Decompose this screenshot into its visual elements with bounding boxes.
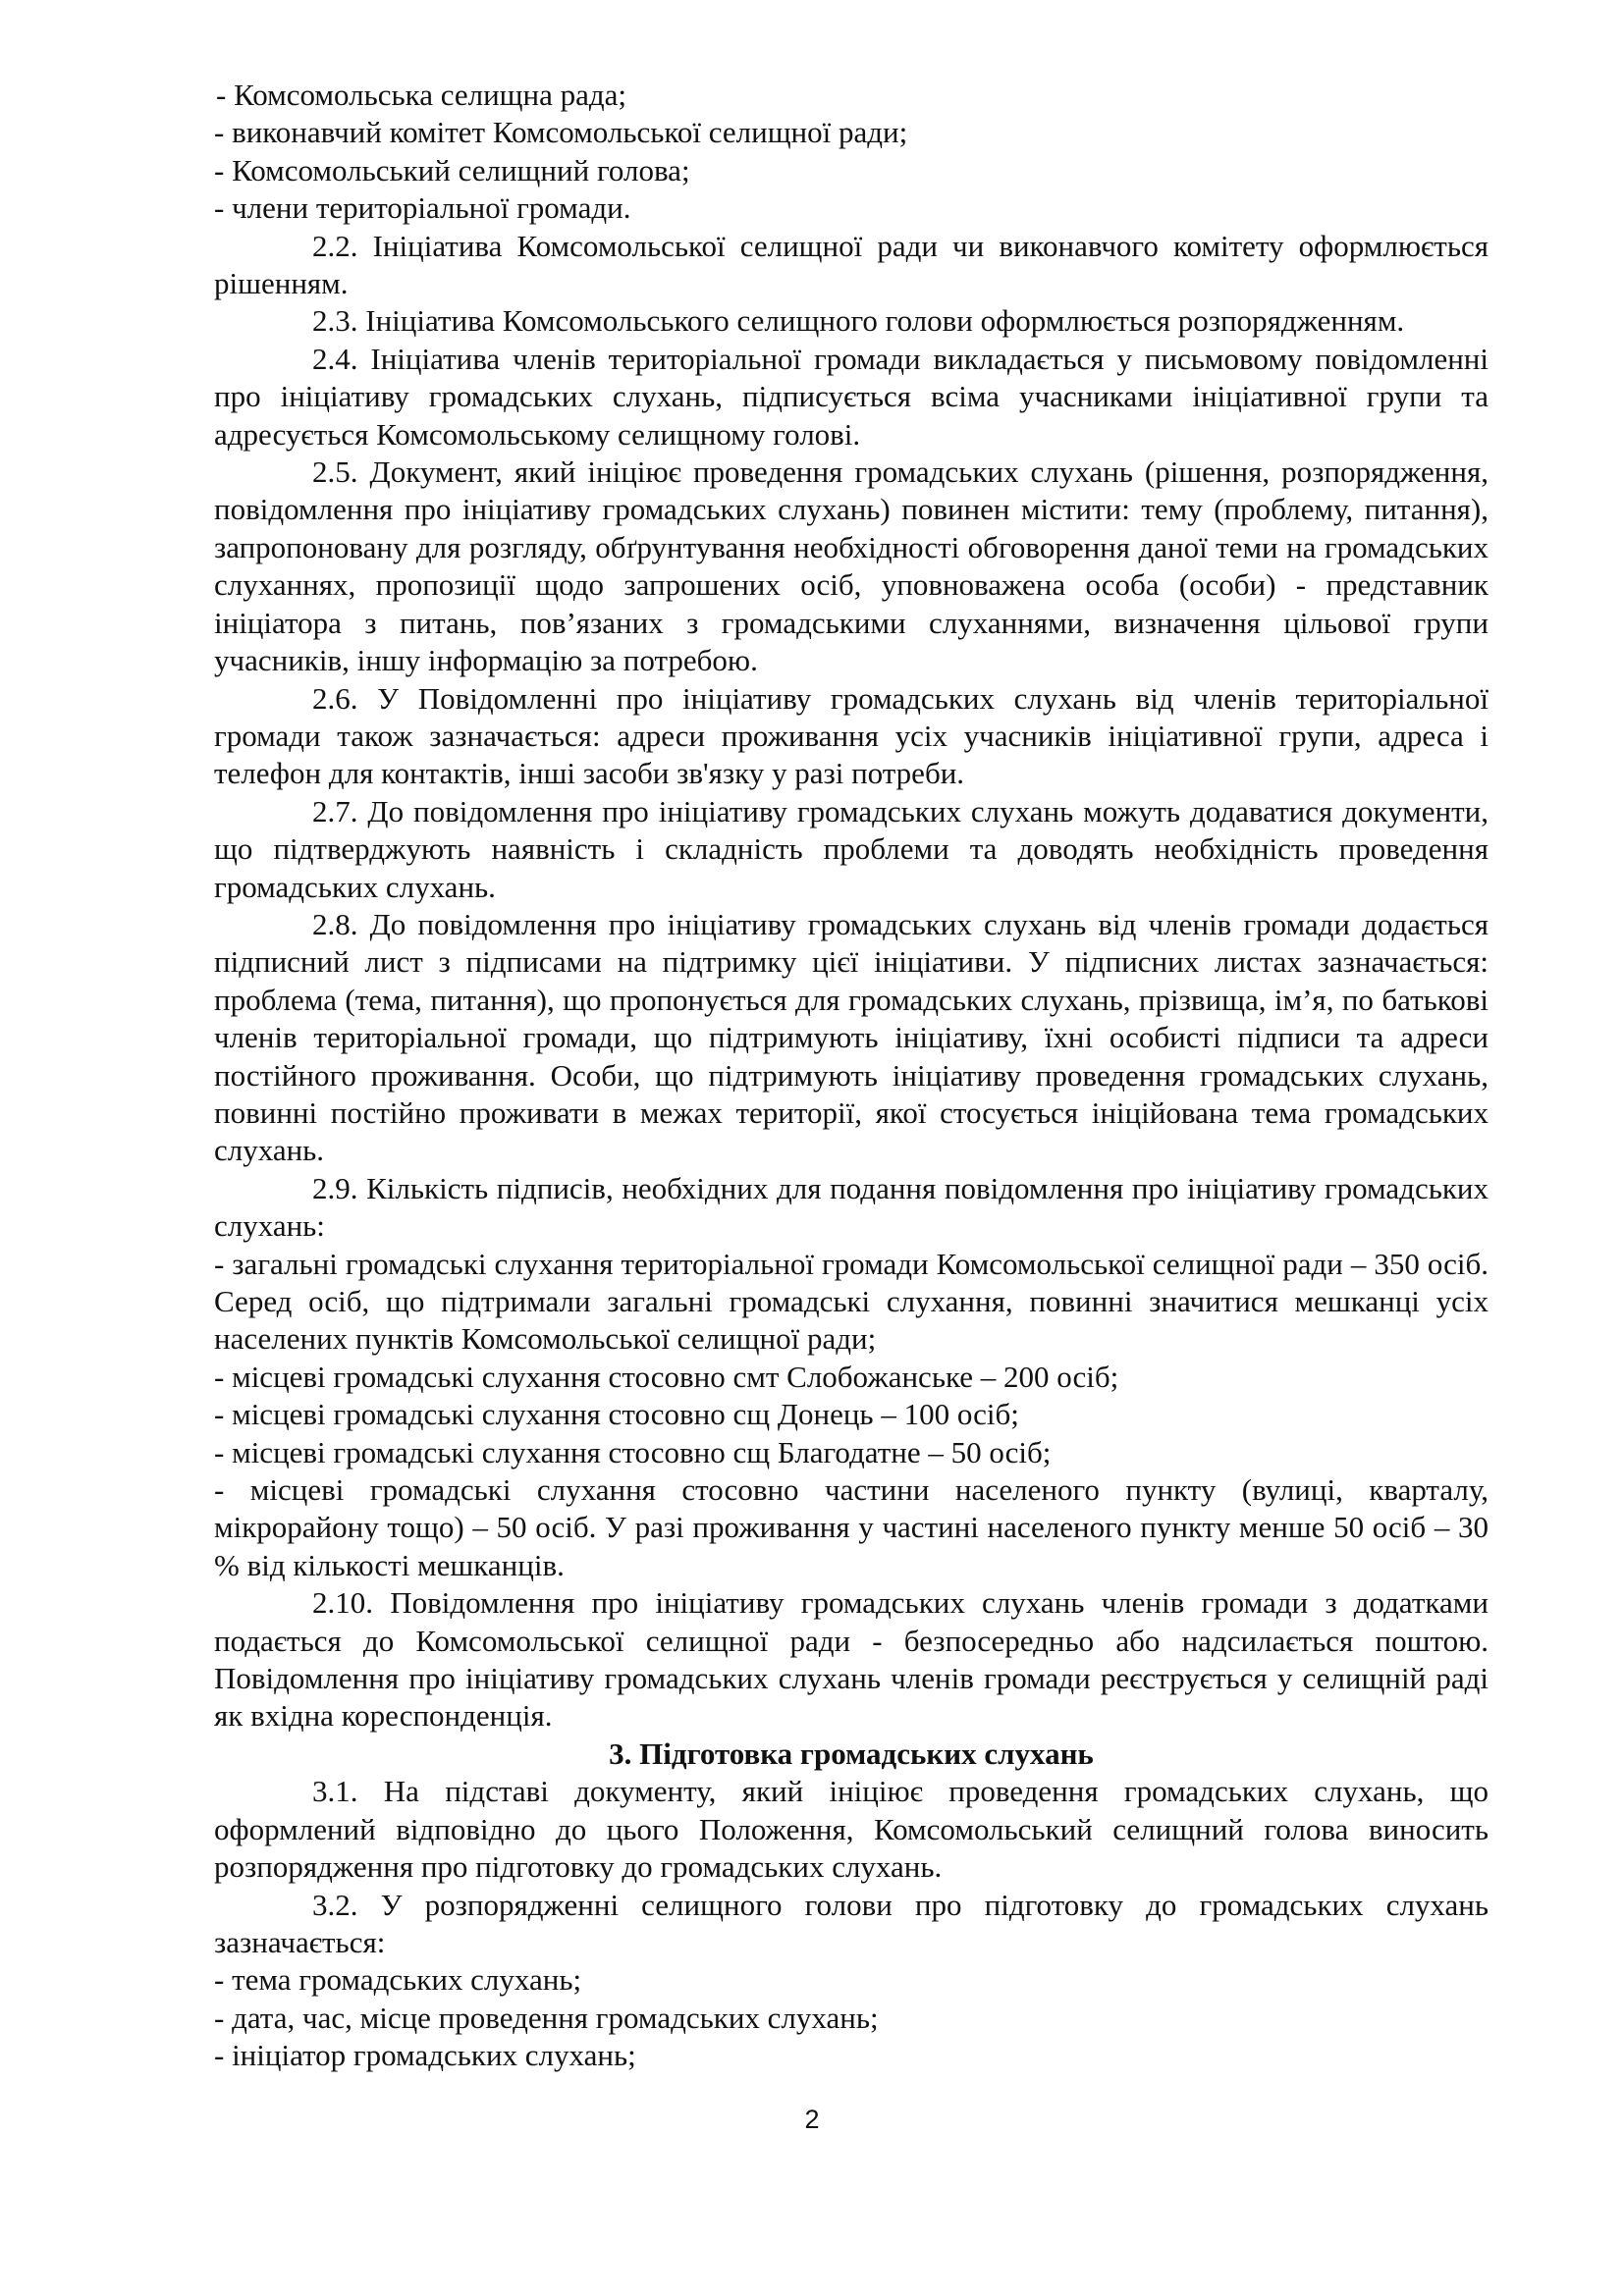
paragraph-2-2: 2.2. Ініціатива Комсомольської селищної ради чи виконавчого комітету оформлюється рішенням. xyxy=(214,228,1489,301)
list-item: - ініціатор громадських слухань; xyxy=(214,2038,636,2073)
list-item: - Комсомольський селищний голова; xyxy=(214,152,690,187)
paragraph-2-8: 2.8. До повідомлення про ініціативу громадських слухань від членів громади додається підписний лист з підписами на підтримку цієї ініціативи. У підписних листах зазначається: проблема (тема, питання), що пропонується для громадських слухань, прізвища, ім’я, по батькові членів територіальної громади, що підтримують ініціативу, їхні особисті підписи та адреси постійного проживання. Особи, що підтримують ініціативу проведення громадських слухань, повинні постійно проживати в межах території, якої стосується ініційована тема громадських слухань. xyxy=(214,906,1489,1168)
paragraph-2-6: 2.6. У Повідомленні про ініціативу громадських слухань від членів територіальної громади також зазначається: адреси проживання усіх учасників ініціативної групи, адреса і телефон для контактів, інші засоби зв'язку у разі потреби. xyxy=(214,680,1489,791)
paragraph-3-2: 3.2. У розпорядженні селищного голови про підготовку до громадських слухань зазначається: xyxy=(214,1887,1489,1959)
list-item: - дата, час, місце проведення громадських слухань; xyxy=(214,2000,879,2035)
section-heading: 3. Підготовка громадських слухань xyxy=(609,1735,1094,1771)
paragraph-2-4: 2.4. Ініціатива членів територіальної громади викладається у письмовому повідомленні про ініціативу громадських слухань, підписується всіма учасниками ініціативної групи та адресується Комсомольському селищному голові. xyxy=(214,341,1489,452)
list-item: - місцеві громадські слухання стосовно частини населеного пункту (вулиці, кварталу, мікрорайону тощо) – 50 осіб. У разі проживання у частині населеного пункту менше 50 осіб – 30 % від кількості мешканців. xyxy=(214,1472,1489,1582)
document-body xyxy=(214,77,1489,2075)
page-number: 2 xyxy=(804,2105,820,2134)
list-item: - Комсомольська селищна рада; xyxy=(216,78,627,112)
list-item: - місцеві громадські слухання стосовно сщ Благодатне – 50 осіб; xyxy=(214,1434,1052,1469)
paragraph-3-1: 3.1. На підставі документу, який ініціює проведення громадських слухань, що оформлений відповідно до цього Положення, Комсомольський селищний голова виносить розпорядження про підготовку до громадських слухань. xyxy=(214,1774,1489,1885)
list-item: - виконавчий комітет Комсомольської селищної ради; xyxy=(214,115,908,150)
paragraph-2-10: 2.10. Повідомлення про ініціативу громадських слухань членів громади з додатками подається до Комсомольської селищної ради - безпосередньо або надсилається поштою. Повідомлення про ініціативу громадських слухань членів громади реєструється у селищній раді як вхідна кореспонденція. xyxy=(214,1585,1489,1734)
paragraph-2-3: 2.3. Ініціатива Комсомольського селищного голови оформлюється розпорядженням. xyxy=(312,303,1405,339)
list-item: - члени територіальної громади. xyxy=(214,190,631,226)
list-item: - місцеві громадські слухання стосовно смт Слобожанське – 200 осіб; xyxy=(214,1359,1119,1394)
paragraph-2-5: 2.5. Документ, який ініціює проведення громадських слухань (рішення, розпорядження, повідомлення про ініціативу громадських слухань) повинен містити: тему (проблему, питання), запропоновану для розгляду, обґрунтування необхідності обговорення даної теми на громадських слуханнях, пропозиції щодо запрошених осіб, уповноважена особа (особи) - представник ініціатора з питань, пов’язаних з громадськими слуханнями, визначення цільової групи учасників, іншу інформацію за потребою. xyxy=(214,454,1489,678)
list-item: - загальні громадські слухання територіальної громади Комсомольської селищної ради – 350 осіб. Серед осіб, що підтримали загальні громадські слухання, повинні значитися мешканці усіх населених пунктів Комсомольської селищної ради; xyxy=(214,1246,1489,1357)
list-item: - місцеві громадські слухання стосовно сщ Донець – 100 осіб; xyxy=(214,1397,1019,1432)
paragraph-2-9: 2.9. Кількість підписів, необхідних для подання повідомлення про ініціативу громадських слухань: xyxy=(214,1170,1489,1244)
paragraph-2-7: 2.7. До повідомлення про ініціативу громадських слухань можуть додаватися документи, що підтверджують наявність і складність проблеми та доводять необхідність проведення громадських слухань. xyxy=(214,793,1489,904)
list-item: - тема громадських слухань; xyxy=(214,1962,582,1998)
